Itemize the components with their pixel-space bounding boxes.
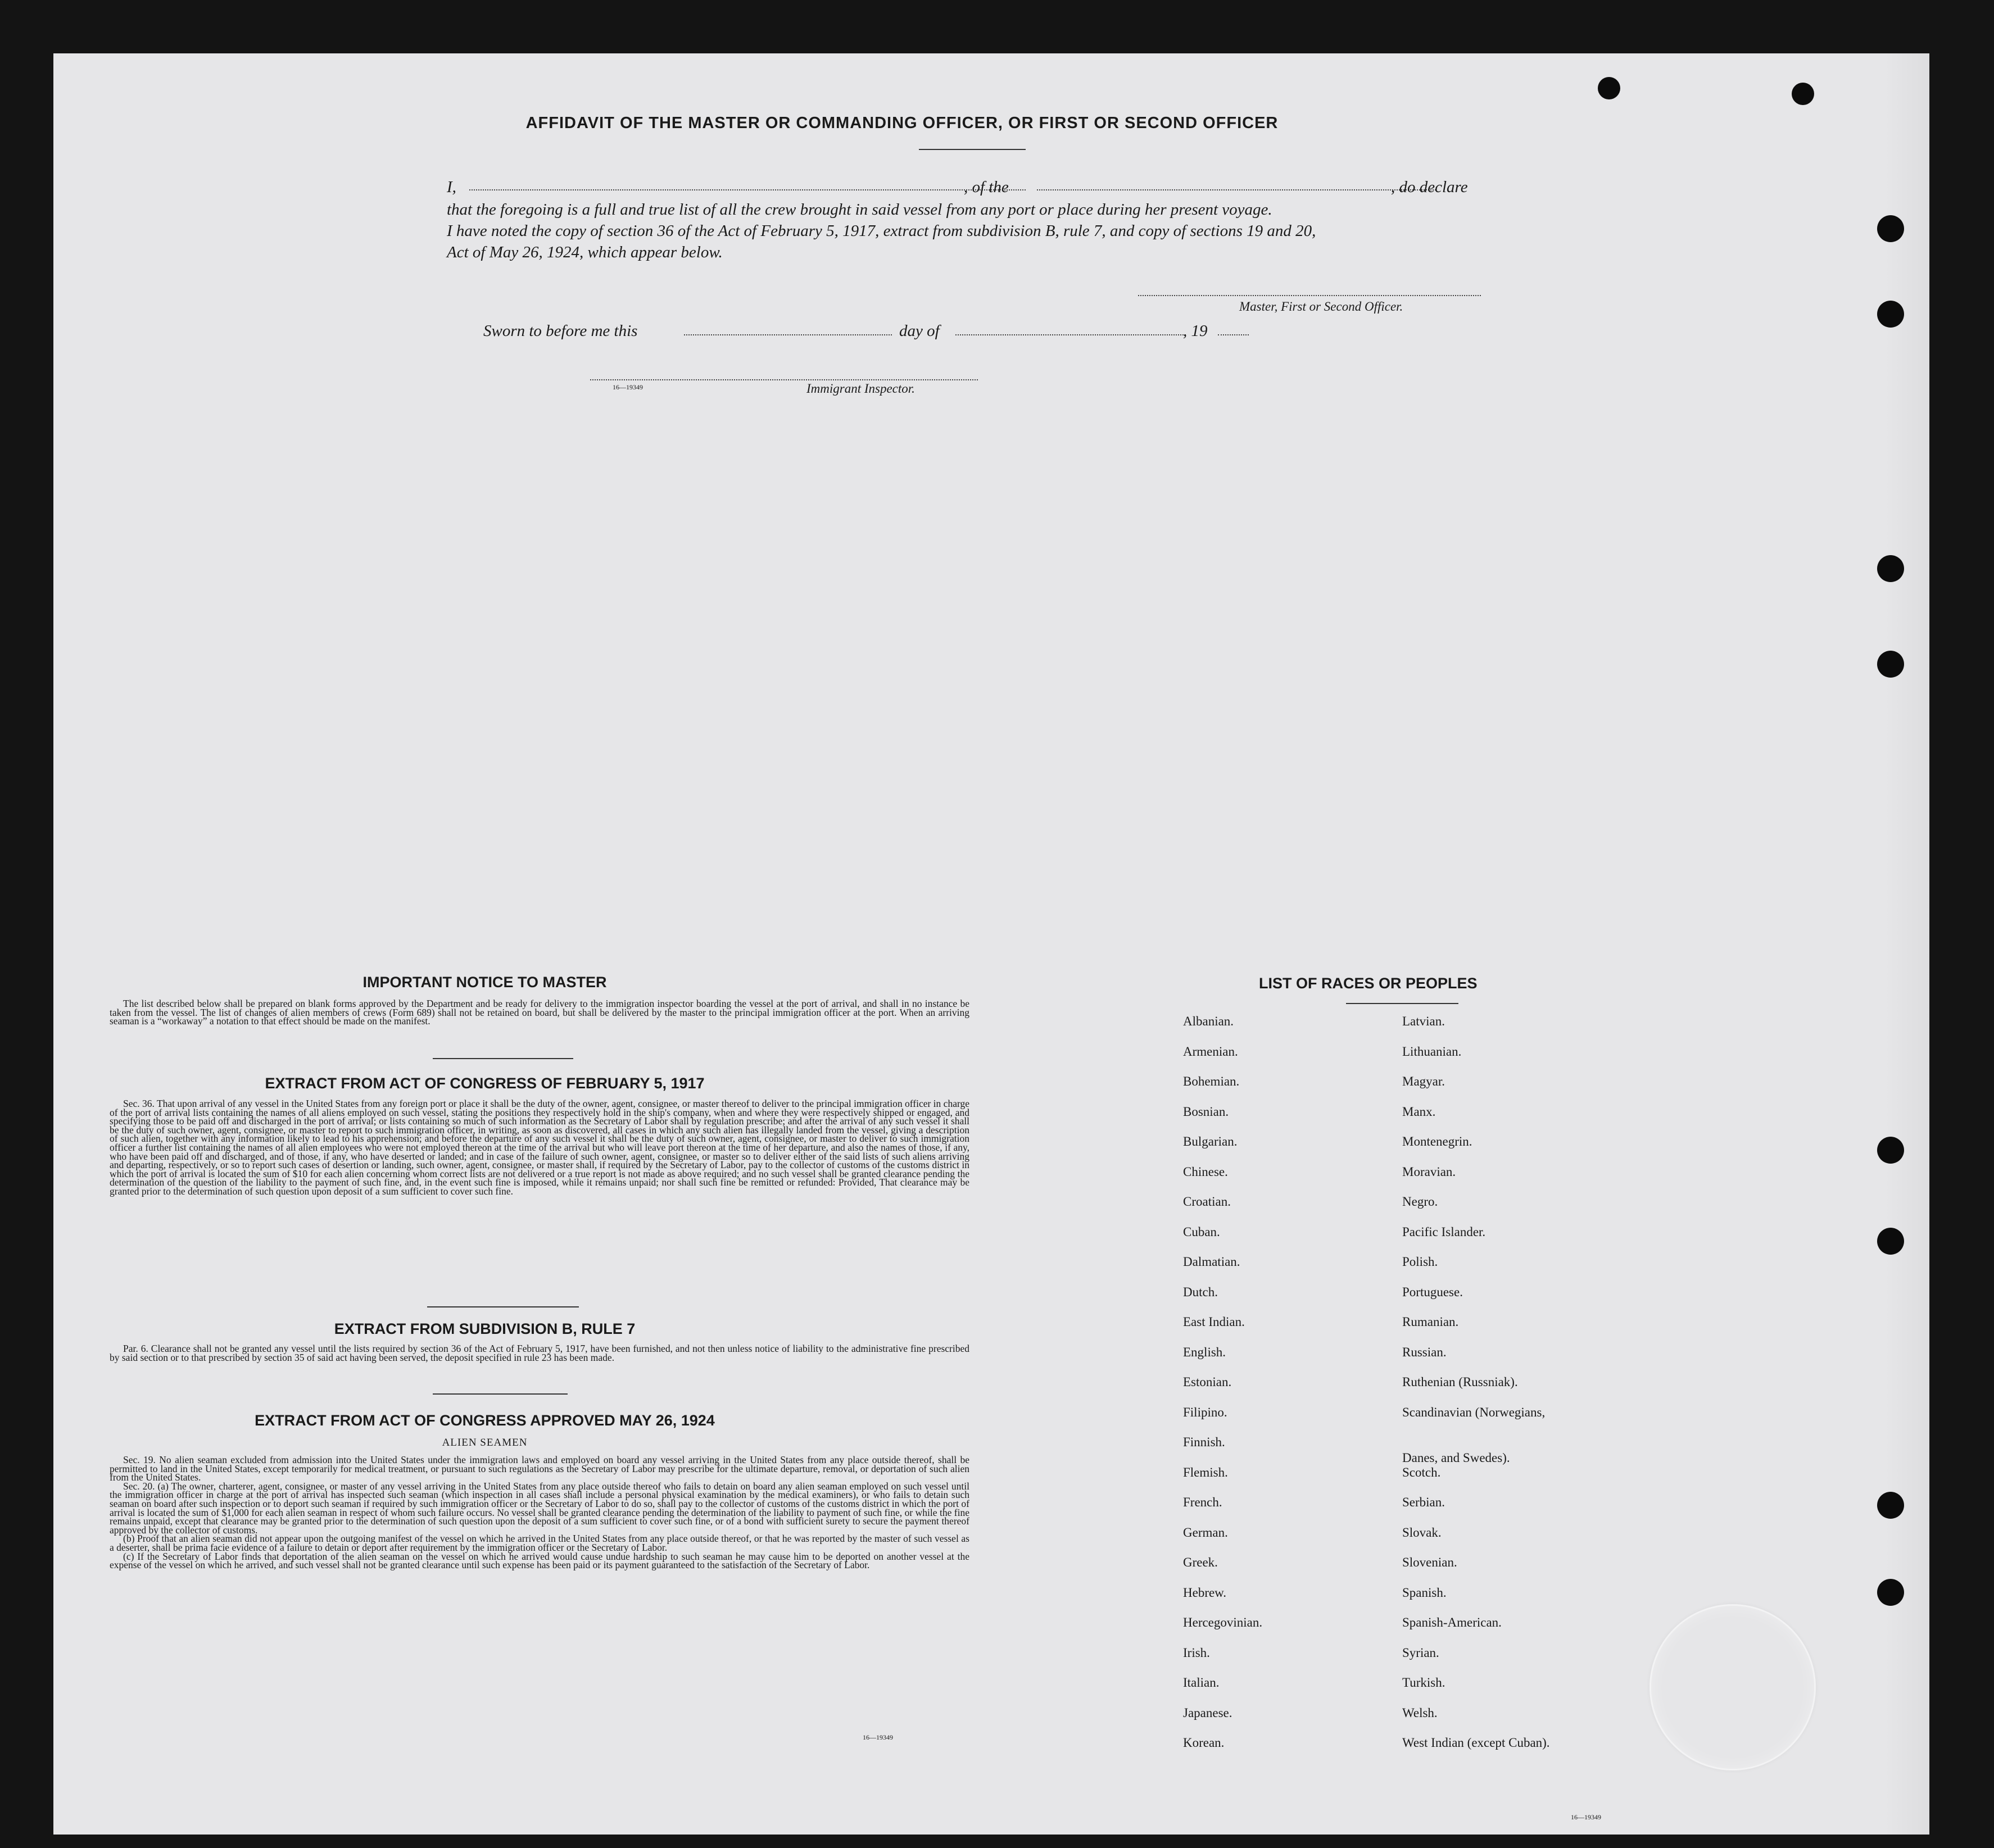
section-19-paragraph: Sec. 19. No alien seaman excluded from admission into the United States under the immigration laws and employed on board any vessel arriving in the United States from any place outside thereof, shall be permitted to land in the United States, except temporarily for medical treatment, or pursuant to such regulations as the Secretary of Labor may prescribe for the ultimate departure, removal, or deportation of such alien from the United States. (110, 1454, 969, 1483)
race-item: Armenian. (1183, 1044, 1238, 1059)
punch-hole (1877, 555, 1904, 582)
declarant-name-field[interactable] (469, 189, 1026, 190)
section-20b-paragraph: (b) Proof that an alien seaman did not appear upon the outgoing manifest of the vessel on which he arrived in the United States from any place outside thereof, or that he was reported by the master of such vessel as a deserter, shall be prima facie evidence of a failure to detain or deport after requirement by the immigration officer or the Secretary of Labor. (110, 1533, 969, 1553)
race-item: Russian. (1402, 1345, 1447, 1359)
race-item: Rumanian. (1402, 1315, 1459, 1329)
affidavit-title: AFFIDAVIT OF THE MASTER OR COMMANDING OFFICER, OR FIRST OR SECOND OFFICER (525, 114, 1279, 132)
race-item: Bohemian. (1183, 1074, 1240, 1088)
sworn-day-field[interactable] (684, 334, 892, 335)
race-item: Moravian. (1402, 1164, 1456, 1179)
race-item: Negro. (1402, 1195, 1438, 1209)
race-item: Finnish. (1183, 1435, 1225, 1449)
section-20a-paragraph: Sec. 20. (a) The owner, charterer, agent, consignee, or master of any vessel arriving in the United States from any place outside thereof who fails to detain on board any alien seaman employed on such vessel until the immigration officer in charge at the port of arrival has inspected such seaman (which inspection in all cases shall include a personal physical examination by the medical examiners), or who fails to detain such seaman on board after such inspection or to deport such seaman if required by such immigration officer or the Secretary of Labor to do so, shall pay to the collector of customs of the customs district in which the port of arrival is located the sum of $1,000 for each alien seaman in respect of whom such failure occurs. No vessel shall be granted clearance pending the determination of the liability to payment of such fine, or while the fine remains unpaid, except that clearance may be granted prior to the determination of such question upon the deposit of a sum sufficient to cover such fine, or of a bond with sufficient surety to secure the payment thereof approved by the collector of customs. (110, 1480, 969, 1536)
race-item: Spanish-American. (1402, 1615, 1502, 1629)
race-item: Irish. (1183, 1645, 1210, 1660)
extract-1917-title: EXTRACT FROM ACT OF CONGRESS OF FEBRUARY 5, 1917 (265, 1075, 705, 1092)
race-item: Portuguese. (1402, 1284, 1463, 1299)
race-item: English. (1183, 1345, 1226, 1359)
race-item: Danes, and Swedes). (1402, 1451, 1510, 1465)
punch-hole (1877, 1492, 1904, 1519)
race-item: Magyar. (1402, 1074, 1445, 1088)
punch-hole (1877, 651, 1904, 678)
race-item: Bulgarian. (1183, 1134, 1238, 1148)
race-item: West Indian (except Cuban). (1402, 1736, 1550, 1750)
punch-hole (1792, 83, 1814, 105)
race-item: Latvian. (1402, 1014, 1445, 1028)
race-item: Lithuanian. (1402, 1044, 1462, 1059)
signature-caption: Master, First or Second Officer. (1239, 299, 1403, 314)
affidavit-form-code: 16—19349 (613, 383, 643, 391)
do-declare-label: , do declare (1391, 178, 1468, 196)
race-item: Bosnian. (1183, 1104, 1229, 1119)
race-item: Dutch. (1183, 1284, 1218, 1299)
notice-title: IMPORTANT NOTICE TO MASTER (362, 974, 607, 991)
section-36-paragraph: Sec. 36. That upon arrival of any vessel in the United States from any foreign port or place it shall be the duty of the owner, agent, consignee, or master thereof to deliver to the principal immigration officer in charge of the port of arrival lists containing the names of all aliens employed on such vessel, stating the positions they respectively hold in the ship's company, when and where they were respectively shipped or engaged, and specifying those to be paid off and discharged in the port of arrival; or lists containing so much of such information as the Secretary of Labor shall by regulation prescribe; and after the arrival of any such vessel it shall be the duty of such owner, agent, consignee, or master to report to such immigration officer, in writing, as soon as discovered, all cases in which any such alien has illegally landed from the vessel, giving a description of such alien, together with any information likely to lead to his apprehension; and before the departure of any such vessel it shall be the duty of such owner, agent, consignee, or master to deliver to such immigration officer a further list containing the names of all alien employees who were not employed thereon at the time of the arrival but who will leave port thereon at the time of her departure, and also the names of those, if any, who have been paid off and discharged, and of those, if any, who have deserted or landed; and in case of the failure of such owner, agent, consignee, or master so to deliver either of the said lists of such aliens arriving and departing, respectively, or so to report such cases of desertion or landing, such owner, agent, consignee, or master shall, if required by the Secretary of Labor, pay to the collector of customs of the customs district in which the port of arrival is located the sum of $10 for each alien concerning whom correct lists are not delivered or a true report is not made as above required; and no such vessel shall be granted clearance pending the determination of the question of the liability to the payment of such fine, and, in the event such fine is imposed, while it remains unpaid; nor shall such fine be remitted or refunded: Provided, That clearance may be granted prior to the determination of such question upon deposit of a sum sufficient to cover such fine. (110, 1098, 969, 1197)
punch-hole (1877, 1228, 1904, 1255)
vessel-field[interactable] (1037, 189, 1436, 190)
punch-hole (1877, 1137, 1904, 1164)
race-item: Ruthenian (Russniak). (1402, 1375, 1518, 1389)
race-item: Japanese. (1183, 1705, 1232, 1720)
race-item: Turkish. (1402, 1676, 1445, 1690)
race-item: Serbian. (1402, 1495, 1445, 1509)
race-item: Italian. (1183, 1676, 1220, 1690)
section-20c-paragraph: (c) If the Secretary of Labor finds that deportation of the alien seaman on the vessel on which he arrived would cause undue hardship to such seaman he may cause him to be deported on another vessel at the expense of the vessel on which he arrived, and such vessel shall not be granted clearance until such expense has been paid or its payment guaranteed to the satisfaction of the Secretary of Labor. (110, 1550, 969, 1571)
race-item: German. (1183, 1525, 1228, 1540)
punch-hole (1877, 215, 1904, 242)
of-the-label: , of the (964, 178, 1009, 196)
inspector-signature-field[interactable] (590, 379, 978, 380)
paragraph-6: Par. 6. Clearance shall not be granted any vessel until the lists required by section 36 of the Act of February 5, 1917, have been furnished, and not then unless notice of liability to the administrative fine prescribed by said section or to that prescribed by section 35 of said act having been served, the deposit specified in rule 23 has been made. (110, 1343, 969, 1363)
day-of-label: day of (899, 322, 940, 340)
master-signature-field[interactable] (1138, 295, 1481, 296)
race-item: Estonian. (1183, 1375, 1232, 1389)
sworn-label: Sworn to before me this (483, 322, 638, 340)
punch-hole (1877, 301, 1904, 328)
notice-divider (433, 1058, 573, 1059)
race-item: Slovenian. (1402, 1555, 1457, 1569)
punch-hole (1598, 77, 1620, 99)
race-item: Manx. (1402, 1104, 1436, 1119)
year-prefix-label: , 19 (1183, 322, 1208, 340)
extract-1917-divider (427, 1306, 579, 1307)
alien-seamen-subtitle: ALIEN SEAMEN (442, 1437, 528, 1449)
declarant-prefix: I, (447, 178, 456, 196)
form-page (53, 53, 1929, 1835)
sworn-month-field[interactable] (955, 334, 1186, 335)
race-item: Hebrew. (1183, 1585, 1227, 1600)
extract-rule7-divider (433, 1393, 568, 1395)
extract-1924-form-code: 16—19349 (863, 1733, 893, 1741)
race-item: Scotch. (1402, 1465, 1441, 1479)
title-underline (919, 149, 1026, 150)
race-item: French. (1183, 1495, 1222, 1509)
race-item: Dalmatian. (1183, 1255, 1240, 1269)
punch-hole (1877, 1579, 1904, 1606)
race-item: Albanian. (1183, 1014, 1234, 1028)
race-item: Syrian. (1402, 1645, 1439, 1660)
race-item: Chinese. (1183, 1164, 1228, 1179)
race-item: Cuban. (1183, 1224, 1220, 1239)
race-item: Welsh. (1402, 1705, 1438, 1720)
race-item: Scandinavian (Norwegians, (1402, 1405, 1546, 1419)
race-item: Filipino. (1183, 1405, 1227, 1419)
races-form-code: 16—19349 (1571, 1813, 1601, 1821)
race-item: Hercegovinian. (1183, 1615, 1263, 1629)
race-item: Spanish. (1402, 1585, 1447, 1600)
race-item: Greek. (1183, 1555, 1218, 1569)
race-item: Montenegrin. (1402, 1134, 1472, 1148)
inspector-caption: Immigrant Inspector. (806, 382, 915, 396)
declaration-line-4: Act of May 26, 1924, which appear below. (447, 243, 723, 261)
extract-rule7-title: EXTRACT FROM SUBDIVISION B, RULE 7 (334, 1320, 636, 1337)
embossed-seal (1649, 1604, 1816, 1770)
sworn-year-field[interactable] (1218, 334, 1249, 335)
extract-1917-body (110, 1100, 969, 1196)
notice-body (110, 1000, 969, 1026)
extract-1924-title: EXTRACT FROM ACT OF CONGRESS APPROVED MAY 26, 1924 (255, 1412, 715, 1429)
race-item: Pacific Islander. (1402, 1224, 1486, 1239)
race-item: Slovak. (1402, 1525, 1442, 1540)
notice-paragraph: The list described below shall be prepared on blank forms approved by the Department and be ready for delivery to the immigration inspector boarding the vessel at the port of arrival, and shall in no instance be taken from the vessel. The list of changes of alien members of crews (Form 689) shall not be retained on board, but shall be delivered by the master to the principal immigration officer at the port. When an arriving seaman is a “workaway” a notation to that effect should be made on the manifest. (110, 998, 969, 1027)
extract-1924-body (110, 1456, 969, 1570)
race-item: Korean. (1183, 1736, 1225, 1750)
declaration-line-2: that the foregoing is a full and true list of all the crew brought in said vessel from any port or place during her present voyage. (447, 201, 1272, 219)
race-item: Croatian. (1183, 1195, 1231, 1209)
race-item: Polish. (1402, 1255, 1438, 1269)
race-item: East Indian. (1183, 1315, 1245, 1329)
extract-rule7-body (110, 1345, 969, 1362)
race-item: Flemish. (1183, 1465, 1228, 1479)
declaration-line-3: I have noted the copy of section 36 of the Act of February 5, 1917, extract from subdivision B, rule 7, and copy of sections 19 and 20, (447, 222, 1316, 240)
races-title: LIST OF RACES OR PEOPLES (1259, 975, 1478, 992)
races-divider (1346, 1003, 1458, 1004)
